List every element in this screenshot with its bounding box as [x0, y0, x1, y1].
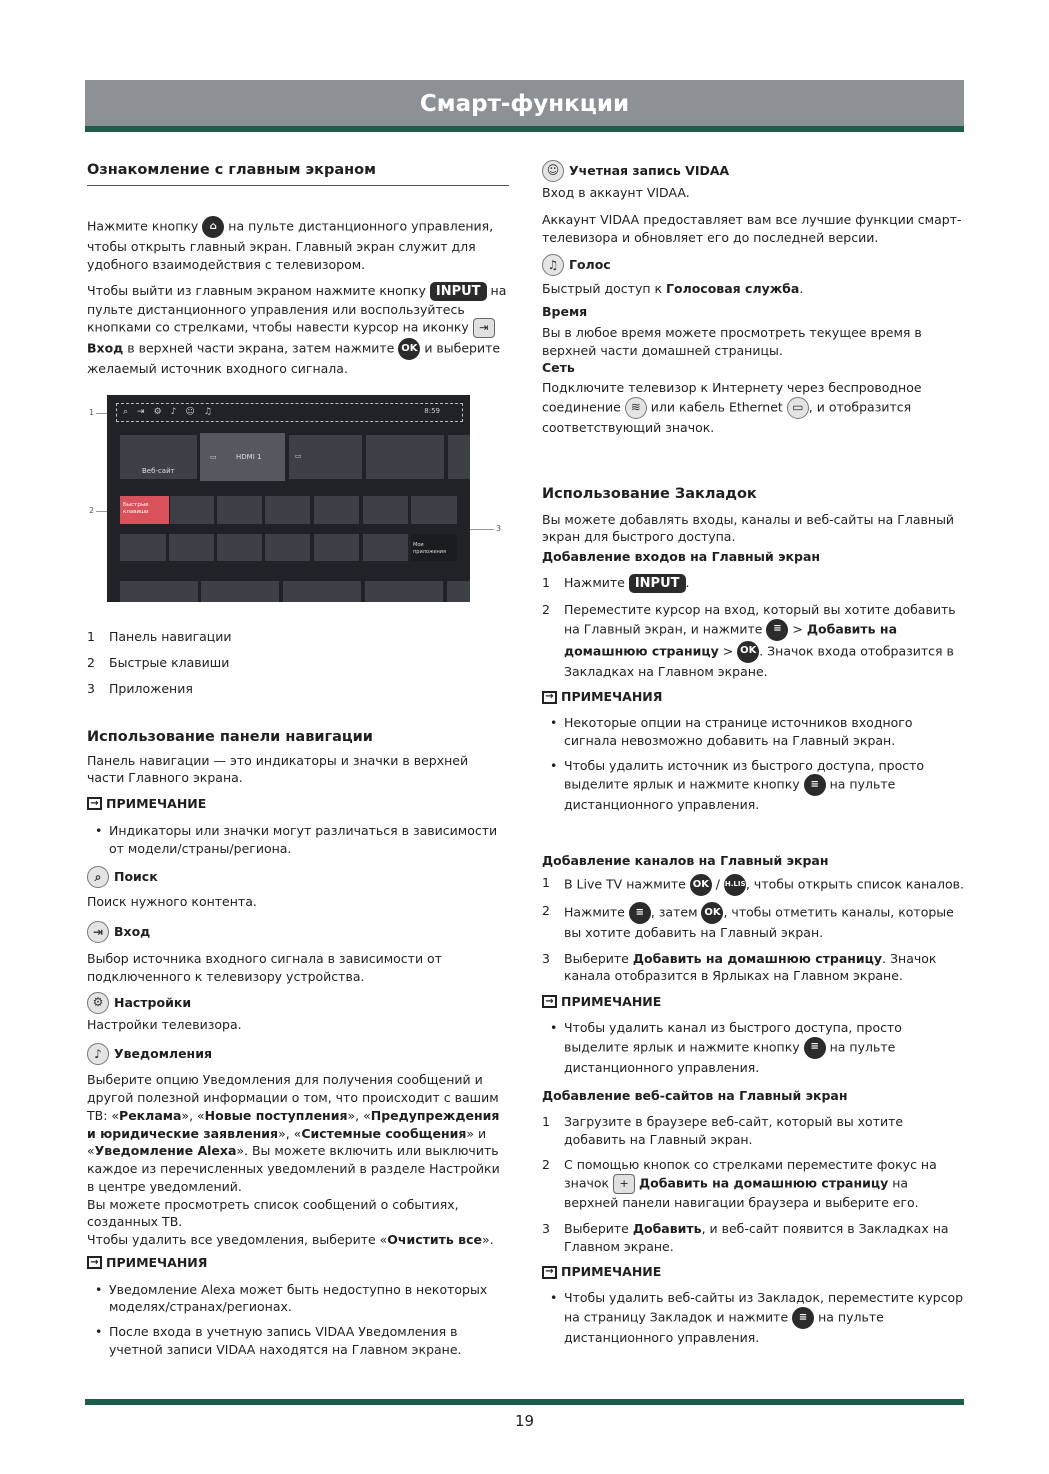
text: Чтобы удалить канал из быстрого доступа, просто выделите ярлык и нажмите кнопку	[564, 1019, 902, 1054]
network-text	[542, 379, 966, 437]
text: , и отобразится	[808, 399, 912, 415]
gear-icon: ⚙	[87, 992, 109, 1014]
notifications-text	[87, 1071, 509, 1195]
voice-text	[542, 280, 966, 298]
tile	[314, 534, 359, 561]
menu-icon: ≡	[804, 1037, 826, 1059]
home-intro	[87, 216, 509, 378]
network-title: Сеть	[542, 360, 575, 376]
text: Реклама	[119, 1107, 182, 1123]
text: чтобы открыть главный экран. Главный экран служит для удобного взаимодействия с телевизором.	[87, 239, 476, 272]
subsection-title: Добавление входов на Главный экран	[542, 549, 821, 565]
tile	[447, 581, 470, 602]
text: . Значок канала отобразится в Ярлыках на Главном экране.	[564, 950, 937, 984]
text: на пульте дистанционного управления.	[564, 1309, 884, 1345]
text: Выберите	[564, 950, 633, 966]
search-icon: ⌕	[87, 866, 109, 888]
tile	[448, 435, 470, 479]
tile	[411, 496, 457, 524]
text: части экрана, затем нажмите	[196, 340, 395, 356]
item-text: Вход в аккаунт VIDAA.	[542, 185, 690, 200]
note-title: ПРИМЕЧАНИЕ	[106, 796, 207, 812]
notifications-heading	[87, 1043, 509, 1065]
item-text: Быстрые клавиши	[109, 654, 230, 670]
text: в верхней	[127, 340, 193, 356]
text: », «	[278, 1125, 302, 1141]
tile-label: Мои приложения	[413, 542, 447, 556]
item-title: Вход	[114, 924, 151, 940]
tile	[265, 496, 310, 524]
page-title: Смарт-функции	[419, 91, 630, 117]
text: на пульте дистанционного управления.	[564, 776, 896, 813]
page-header	[85, 80, 964, 132]
tile	[217, 496, 262, 524]
item-text: Поиск нужного контента.	[87, 894, 257, 910]
item-number: 3	[87, 680, 95, 696]
note-icon: →	[87, 1256, 102, 1269]
input-icon: ⇥	[87, 921, 109, 943]
user-icon: ☺	[542, 160, 564, 182]
tile	[363, 496, 408, 524]
tile-label: Быстрые клавиши	[123, 502, 149, 515]
list-item: 1 В Live TV нажмите OK / CH.LIST, чтобы открыть список каналов.	[542, 874, 966, 896]
section-title-bookmarks: Использование Закладок	[542, 486, 757, 502]
home-icon: ⌂	[202, 216, 224, 238]
item-number: 1	[87, 629, 95, 644]
item-text: Панель навигации	[109, 629, 232, 644]
tile	[120, 581, 198, 602]
text: Выберите опцию Уведомления для получения сообщений и другой полезной информации о том, что происходит с вашим ТВ: «	[87, 1072, 499, 1123]
note-bullet: • Уведомление Alexa может быть недоступно в некоторых моделях/странах/регионах.	[87, 1281, 509, 1317]
item-number: 1	[542, 1113, 550, 1129]
section-title-nav-panel: Использование панели навигации	[87, 729, 373, 745]
ok-button-icon: OK	[398, 338, 420, 360]
tile	[365, 581, 443, 602]
note-icon: →	[87, 797, 102, 810]
ok-button-icon: OK	[690, 874, 712, 896]
note-bullet	[542, 757, 966, 815]
left-column	[87, 160, 509, 186]
notes-heading	[87, 1254, 509, 1272]
item-number: 1	[542, 874, 550, 890]
text: » и «	[87, 1125, 487, 1159]
text: Переместите курсор на вход, который вы хотите добавить на Главный экран, и нажмите	[564, 601, 956, 637]
legend-list	[87, 628, 509, 697]
callout-1: 1	[89, 408, 95, 417]
callout-line	[466, 529, 494, 530]
item-number: 2	[542, 1157, 550, 1173]
input-key-badge: INPUT	[629, 574, 686, 593]
text: на верхней панели навигации браузера и выберите его.	[564, 1175, 919, 1210]
subsection-title: Добавление веб-сайтов на Главный экран	[542, 1088, 848, 1103]
item-title: Поиск	[114, 869, 158, 885]
text: », «	[181, 1107, 205, 1123]
text: Голосовая служба	[666, 281, 800, 297]
tile	[363, 534, 408, 561]
item-title: Уведомления	[114, 1046, 212, 1062]
text: , чтобы открыть список каналов.	[745, 876, 964, 892]
text: на	[490, 282, 507, 298]
tile	[170, 496, 214, 524]
text: входного сигнала.	[225, 361, 348, 377]
item-number: 1	[542, 574, 550, 590]
section-intro: Панель навигации — это индикаторы и значки в верхней части Главного экрана.	[87, 752, 469, 786]
tile-quick-keys	[120, 496, 169, 524]
tile	[120, 534, 166, 561]
vidaa-heading	[542, 160, 966, 182]
note-heading	[542, 993, 966, 1011]
text: или кабель Ethernet	[650, 399, 783, 415]
notifications-text-2: Вы можете просмотреть список сообщений о событиях, созданных ТВ.	[87, 1196, 459, 1230]
list-item	[542, 574, 966, 593]
note-bullet: • После входа в учетную запись VIDAA Уведомления в учетной записи VIDAA находятся на Главном экране.	[87, 1323, 509, 1359]
text: Очистить все	[387, 1232, 482, 1248]
add-bookmark-icon: +	[613, 1174, 635, 1194]
item-number: 2	[542, 902, 550, 918]
text: соответствующий значок.	[542, 419, 715, 435]
text: Нажмите	[564, 574, 625, 590]
text: Предупреждения и юридические заявления	[87, 1107, 500, 1141]
settings-heading	[87, 992, 509, 1014]
time-text: Вы в любое время можете просмотреть текущее время в верхней части домашней страницы.	[542, 324, 922, 358]
text: ».	[481, 1232, 494, 1248]
channel-list-icon: CH.LIST	[724, 874, 746, 896]
text: Добавить на домашнюю страницу	[632, 950, 883, 966]
callout-3: 3	[496, 524, 502, 533]
item-title: Учетная запись VIDAA	[569, 163, 730, 179]
item-number: 3	[542, 950, 550, 966]
bookmarks-section	[542, 484, 966, 814]
item-text: Настройки телевизора.	[87, 1016, 242, 1032]
text: Системные сообщения	[301, 1125, 467, 1141]
note-icon: →	[542, 1266, 557, 1279]
item-text: Выбор источника входного сигнала в зависимости от подключенного к телевизору устройства.	[87, 951, 442, 984]
tile-label: HDMI 1	[236, 453, 262, 461]
notes-heading	[542, 688, 966, 706]
hdmi-icon: ▭	[210, 453, 217, 461]
text: . Значок входа отобразится в Закладках на Главном экране.	[564, 643, 954, 679]
text: на пульте дистанционного управления.	[564, 1039, 896, 1075]
footer-rule	[85, 1399, 964, 1405]
text: ». Вы можете включить или выключить каждое из перечисленных уведомлений в разделе Настройки в центре уведомлений.	[87, 1143, 500, 1194]
tile	[169, 534, 214, 561]
ok-button-icon: OK	[701, 902, 723, 924]
list-item	[542, 1113, 966, 1149]
tile	[314, 496, 359, 524]
text: на пульте дистанционного управления,	[228, 218, 494, 234]
tile-my-apps	[411, 534, 457, 561]
list-item	[542, 1220, 966, 1256]
navigation-panel-section	[87, 727, 509, 1359]
item-number: 2	[542, 601, 550, 617]
text: Чтобы выйти из главным экраном нажмите кнопку	[87, 282, 426, 298]
home-screen-illustration	[107, 395, 470, 602]
section-title-home-screen: Ознакомление с главным экраном	[87, 160, 509, 186]
input-source-icon: ⇥	[473, 318, 495, 338]
text: , чтобы отметить каналы, которые вы хотите добавить на Главный экран.	[564, 904, 954, 940]
input-heading	[87, 921, 509, 943]
right-column	[542, 160, 966, 437]
nav-icons-row: ⌕⇥⚙♪☺♫	[123, 407, 221, 417]
note-bullet	[542, 1019, 966, 1077]
text: Добавить на домашнюю страницу	[639, 1175, 889, 1191]
text: и выберите желаемый источник	[87, 340, 501, 377]
input-key-badge: INPUT	[430, 282, 487, 301]
list-item	[87, 680, 509, 698]
list-item	[87, 628, 509, 646]
tile	[283, 581, 361, 602]
note-title: ПРИМЕЧАНИЕ	[561, 994, 662, 1009]
menu-icon: ≡	[804, 774, 826, 796]
tile-input	[289, 435, 362, 479]
tile-label: Веб-сайт	[142, 467, 175, 475]
text: Добавить на домашнюю страницу	[564, 621, 897, 659]
menu-icon: ≡	[792, 1307, 814, 1329]
text: соединение	[542, 399, 621, 415]
text: Подключите телевизор к Интернету через беспроводное	[542, 380, 922, 395]
note-icon: →	[542, 995, 557, 1008]
item-title: Голос	[569, 257, 611, 273]
text: Чтобы удалить источник из быстрого доступа, просто выделите ярлык и нажмите кнопку	[564, 757, 925, 792]
note-title: ПРИМЕЧАНИЯ	[561, 689, 663, 705]
note-title: ПРИМЕЧАНИЕ	[561, 1264, 662, 1280]
text: пульте дистанционного управления или воспользуйтесь кнопками	[87, 301, 465, 335]
note-heading	[542, 1263, 966, 1281]
item-text: Приложения	[109, 680, 193, 696]
text: Загрузите в браузере веб-сайт, который вы хотите добавить на Главный экран.	[564, 1113, 904, 1147]
text: Уведомление Alexa	[94, 1143, 237, 1159]
note-bullet: • Индикаторы или значки могут различаться в зависимости от модели/страны/региона.	[87, 822, 509, 858]
list-item	[87, 654, 509, 672]
item-number: 3	[542, 1220, 550, 1236]
menu-icon: ≡	[766, 619, 788, 641]
list-item	[542, 601, 966, 681]
text: Добавить	[632, 1220, 702, 1236]
voice-heading	[542, 254, 966, 276]
text: Выберите	[564, 1220, 633, 1236]
navigation-bar	[116, 403, 463, 422]
text: >	[792, 621, 803, 637]
text: Нажмите кнопку	[87, 218, 199, 234]
text: Быстрый доступ к	[542, 281, 667, 297]
note-bullet: • Некоторые опции на странице источников входного сигнала невозможно добавить на Главный экран.	[542, 714, 966, 750]
tile	[217, 534, 262, 561]
tile-website	[120, 435, 197, 479]
item-title: Настройки	[114, 994, 192, 1010]
tile	[366, 435, 444, 479]
hdmi-icon: ▭	[295, 452, 302, 460]
text: , и веб-сайт появится в Закладках на Главном экране.	[564, 1220, 949, 1254]
text: С помощью кнопок со стрелками переместите фокус на значок	[564, 1157, 937, 1191]
microphone-icon: ♫	[542, 254, 564, 276]
ethernet-icon: ▭	[787, 397, 809, 419]
page-number: 19	[514, 1412, 535, 1430]
notifications-text-3	[87, 1231, 509, 1249]
note-heading	[87, 795, 509, 813]
subsection-title: Добавление каналов на Главный экран	[542, 853, 829, 868]
tile	[265, 534, 310, 561]
ok-button-icon: OK	[737, 641, 759, 663]
add-websites-section	[542, 1087, 966, 1347]
text: Новые поступления	[204, 1107, 348, 1123]
text: .	[799, 281, 804, 297]
tile	[201, 581, 279, 602]
section-intro: Вы можете добавлять входы, каналы и веб-сайты на Главный экран для быстрого доступа.	[542, 511, 955, 545]
bell-icon: ♪	[87, 1043, 109, 1065]
note-bullet	[542, 1289, 966, 1347]
text: В Live TV нажмите	[564, 876, 686, 892]
text: со стрелками, чтобы навести курсор на иконку	[155, 319, 469, 335]
wifi-icon: ≋	[625, 397, 647, 419]
time-title: Время	[542, 304, 588, 319]
item-text: Аккаунт VIDAA предоставляет вам все лучшие функции смарт-телевизора и обновляет его до последней версии.	[542, 211, 962, 245]
tile-hdmi	[200, 433, 285, 481]
nav-time: 8:59	[424, 407, 440, 415]
list-item	[542, 902, 966, 942]
note-title: ПРИМЕЧАНИЯ	[106, 1254, 208, 1270]
text: Нажмите	[564, 904, 625, 920]
search-heading	[87, 866, 509, 888]
text: », «	[347, 1107, 371, 1123]
text: Чтобы удалить все уведомления, выберите «	[87, 1232, 388, 1248]
menu-icon: ≡	[629, 902, 651, 924]
add-channels-section	[542, 852, 966, 1076]
item-number: 2	[87, 654, 95, 670]
callout-2: 2	[89, 506, 95, 515]
text: , затем	[650, 904, 698, 920]
text: >	[722, 643, 734, 659]
text: Вход	[87, 340, 124, 356]
list-item	[542, 950, 966, 986]
list-item	[542, 1156, 966, 1212]
note-icon: →	[542, 691, 557, 704]
text: .	[685, 574, 690, 590]
text: Чтобы удалить веб-сайты из Закладок, переместите курсор на страницу Закладок и нажмите	[564, 1290, 964, 1325]
